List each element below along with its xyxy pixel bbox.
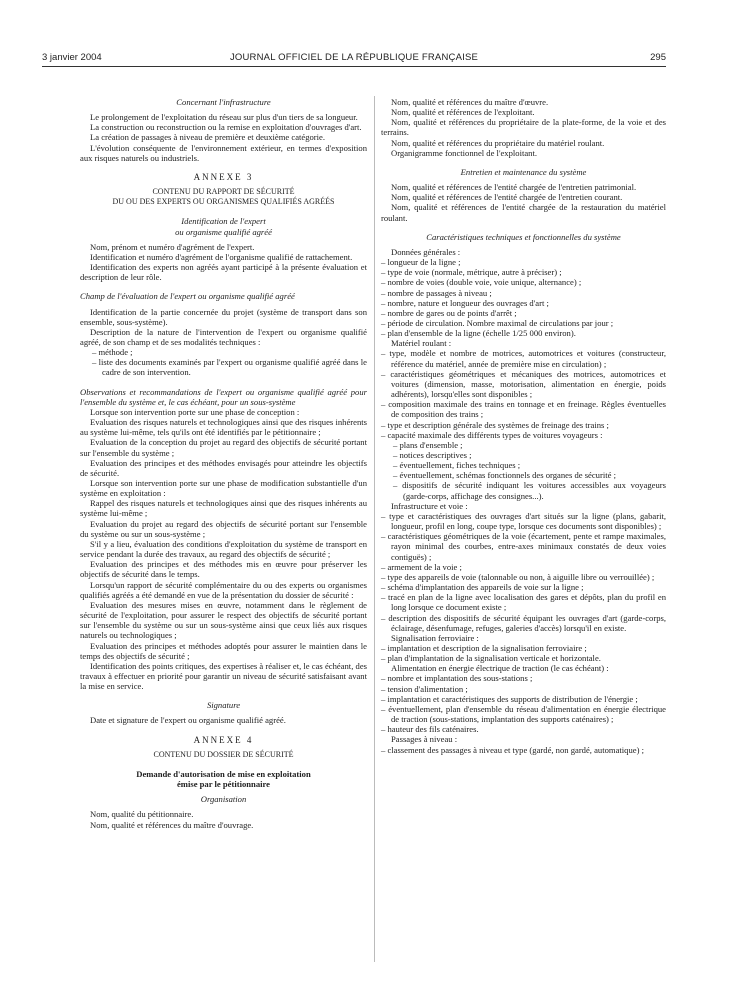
list-item: – éventuellement, plan d'ensemble du réseau d'alimentation en énergie électrique de traction (sous-stations, implantation des supports caténaires) ; — [381, 703, 666, 725]
list-item: – armement de la voie ; — [381, 561, 462, 572]
heading-organisation: Organisation — [200, 794, 247, 805]
paragraph: Evaluation des principes et des méthodes mis en œuvre pour préserver les objectifs de sécurité dans le temps. — [80, 559, 367, 580]
paragraph: Evaluation des principes et méthodes adoptés pour assurer le maintien dans le temps des objectifs de sécurité ; — [80, 640, 367, 661]
list-item: – type et description générale des systèmes de freinage des trains ; — [381, 419, 609, 430]
paragraph: La création de passages à niveau de première et deuxième catégorie. — [90, 132, 326, 143]
list-item: – nombre de gares ou de points d'arrêt ; — [381, 307, 517, 318]
paragraph: Nom, qualité et références du propriétaire de la plate-forme, de la voie et des terrains. — [381, 117, 666, 138]
sub-list-item: – plans d'ensemble ; — [393, 439, 463, 450]
list-item: – nombre et implantation des sous-stations ; — [381, 673, 533, 684]
header-page-number: 295 — [650, 52, 666, 63]
paragraph: La construction ou reconstruction ou la remise en exploitation d'ouvrages d'art. — [90, 122, 362, 133]
sub-list-item: – dispositifs de sécurité indiquant les voitures accessibles aux voyageurs (garde-corps, affichage des consignes...). — [393, 480, 666, 501]
heading-infrastructure: Concernant l'infrastructure — [176, 97, 271, 107]
list-item: – méthode ; — [92, 347, 133, 358]
paragraph: Evaluation des mesures mises en œuvre, notamment dans le règlement de sécurité de l'exploitation, pour assurer le respect des objectifs de sécurité portant sur l'ensemble du système ou sur un sous-système ainsi que ceux liés aux risques naturels ou technologiques ; — [80, 599, 367, 641]
page-header — [42, 52, 666, 66]
sub-list-item: – éventuellement, fiches techniques ; — [393, 460, 521, 471]
paragraph: Rappel des risques naturels et technologiques ainsi que des risques inhérents au système lui-même ; — [80, 498, 367, 519]
paragraph: Nom, prénom et numéro d'agrément de l'expert. — [90, 241, 255, 252]
paragraph: Identification et numéro d'agrément de l'organisme qualifié de rattachement. — [90, 251, 353, 262]
heading-demande: émise par le pétitionnaire — [176, 779, 270, 790]
list-item: – implantation et caractéristiques des supports de distribution de l'énergie ; — [381, 693, 638, 704]
paragraph: Date et signature de l'expert ou organisme qualifié agréé. — [90, 715, 286, 726]
annexe-3-subtitle: CONTENU DU RAPPORT DE SÉCURITÉ — [152, 187, 295, 197]
list-item: – composition maximale des trains en tonnage et en freinage. Règles éventuelles de composition des trains ; — [381, 399, 666, 420]
paragraph: Description de la nature de l'intervention de l'expert ou organisme qualifié agréé, de son champ et de ses modalités techniques : — [80, 326, 367, 347]
list-item: – plan d'ensemble de la ligne (échelle 1/25 000 environ). — [381, 328, 576, 339]
annexe-4-subtitle: CONTENU DU DOSSIER DE SÉCURITÉ — [153, 749, 294, 759]
list-item: – schéma d'implantation des appareils de voie sur la ligne ; — [381, 582, 584, 593]
list-item: – période de circulation. Nombre maximal de circulations par jour ; — [381, 317, 614, 328]
header-journal-title: JOURNAL OFFICIEL DE LA RÉPUBLIQUE FRANÇAISE — [229, 52, 479, 63]
list-item: – nombre de passages à niveau ; — [381, 287, 492, 298]
list-item: – tension d'alimentation ; — [381, 683, 468, 694]
paragraph: S'il y a lieu, évaluation des conditions d'exploitation du système de transport en service pendant la durée des travaux, au regard des objectifs de sécurité ; — [80, 538, 367, 560]
list-item: – longueur de la ligne ; — [381, 257, 461, 268]
list-item: – type des appareils de voie (talonnable ou non, à aiguille libre ou verrouillée) ; — [381, 571, 655, 582]
paragraph: Nom, qualité et références du propriétaire du matériel roulant. — [391, 137, 605, 148]
paragraph: Evaluation de la conception du projet au regard des objectifs de sécurité portant sur l'ensemble du système ; — [80, 437, 367, 458]
list-item: – plan d'implantation de la signalisation verticale et horizontale. — [381, 653, 601, 664]
annexe-3-subtitle: DU OU DES EXPERTS OU ORGANISMES QUALIFIÉS AGRÉÉS — [112, 197, 335, 207]
list-item: – caractéristiques géométriques de la voie (écartement, pente et rampe maximales, rayon minimal des courbes, entre-axes minimaux constatés de deux voies contiguës) ; — [381, 531, 666, 562]
heading-observations: Observations et recommandations de l'expert ou organisme qualifié agréé pour l'ensemble du système et, le cas échéant, pour un sous-système — [80, 386, 367, 407]
paragraph: Le prolongement de l'exploitation du réseau sur plus d'un tiers de sa longueur. — [90, 112, 358, 123]
column-divider — [374, 96, 375, 962]
heading-entretien: Entretien et maintenance du système — [460, 166, 587, 177]
list-item: – classement des passages à niveau et type (gardé, non gardé, automatique) ; — [381, 744, 644, 755]
paragraph: Lorsque son intervention porte sur une phase de modification substantielle d'un système en exploitation : — [80, 478, 367, 499]
list-heading: Alimentation en énergie électrique de traction (le cas échéant) : — [391, 663, 609, 674]
paragraph: Evaluation du projet au regard des objectifs de sécurité portant sur l'ensemble du système ou sur un sous-système ; — [80, 518, 367, 539]
paragraph: Nom, qualité et références de l'entité chargée de la restauration du matériel roulant. — [381, 202, 666, 223]
list-heading: Passages à niveau : — [391, 734, 458, 745]
paragraph: Nom, qualité et références de l'entité chargée de l'entretien courant. — [391, 192, 623, 203]
paragraph: L'évolution conséquente de l'environnement extérieur, en termes d'exposition aux risques naturels ou industriels. — [80, 142, 367, 163]
paragraph: Identification des points critiques, des expertises à réaliser et, le cas échéant, des travaux à effectuer en priorité pour garantir un niveau de sécurité satisfaisant avant la mise en service. — [80, 660, 367, 692]
right-column — [381, 97, 666, 755]
list-item: – type, modèle et nombre de motrices, automotrices et voitures (constructeur, référence du matériel, année de première mise en circulation) ; — [381, 348, 666, 369]
paragraph: Lorsque son intervention porte sur une phase de conception : — [90, 406, 300, 417]
list-item: – type de voie (normale, métrique, autre à préciser) ; — [381, 267, 562, 278]
heading-caracteristiques: Caractéristiques techniques et fonctionnelles du système — [426, 231, 621, 242]
heading-demande: Demande d'autorisation de mise en exploitation — [136, 768, 311, 779]
list-item: – liste des documents examinés par l'expert ou organisme qualifié agréé dans le cadre de son intervention. — [92, 357, 367, 378]
paragraph: Organigramme fonctionnel de l'exploitant. — [391, 147, 538, 158]
list-heading: Infrastructure et voie : — [391, 500, 468, 511]
list-heading: Signalisation ferroviaire : — [391, 632, 479, 643]
annexe-4-title: ANNEXE 4 — [193, 734, 254, 745]
paragraph: Evaluation des risques naturels et technologiques ainsi que des risques inhérents au système lui-même, tels qu'ils ont été identifiés par le pétitionnaire ; — [80, 417, 367, 438]
heading-identification: ou organisme qualifié agréé — [175, 226, 272, 237]
annexe-3-title: ANNEXE 3 — [193, 171, 254, 182]
heading-identification: Identification de l'expert — [181, 216, 266, 227]
header-rule — [42, 66, 666, 67]
list-item: – type et caractéristiques des ouvrages d'art situés sur la ligne (plans, gabarit, longueur, profil en long, coupe type, lorsque ces documents sont disponibles) ; — [381, 510, 666, 532]
paragraph: Nom, qualité et références de l'exploitant. — [391, 107, 535, 118]
list-item: – tracé en plan de la ligne avec localisation des gares et dépôts, plan du profil en long lorsque ce document existe ; — [381, 592, 666, 613]
heading-champ: Champ de l'évaluation de l'expert ou organisme qualifié agréé — [80, 291, 295, 302]
sub-list-item: – éventuellement, schémas fonctionnels des organes de sécurité ; — [393, 470, 616, 481]
list-heading: Matériel roulant : — [391, 338, 452, 349]
list-heading: Données générales : — [391, 246, 461, 257]
list-item: – implantation et description de la signalisation ferroviaire ; — [381, 642, 587, 653]
left-column — [80, 97, 367, 830]
list-item: – hauteur des fils caténaires. — [381, 724, 479, 735]
paragraph: Nom, qualité et références de l'entité chargée de l'entretien patrimonial. — [391, 182, 637, 193]
list-item: – nombre, nature et longueur des ouvrages d'art ; — [381, 297, 549, 308]
list-item: – nombre de voies (double voie, voie unique, alternance) ; — [381, 277, 582, 288]
sub-list-item: – notices descriptives ; — [393, 450, 472, 460]
heading-signature: Signature — [206, 700, 241, 711]
header-date: 3 janvier 2004 — [42, 52, 102, 63]
paragraph: Nom, qualité et références du maître d'ouvrage. — [90, 819, 254, 830]
paragraph: Lorsqu'un rapport de sécurité complémentaire du ou des experts ou organismes qualifiés agréés a été demandé en vue de la présentation du dossier de sécurité : — [80, 579, 367, 600]
paragraph: Evaluation des principes et des méthodes envisagés pour atteindre les objectifs de sécurité. — [80, 457, 367, 478]
list-item: – capacité maximale des différents types de voitures voyageurs : — [381, 429, 603, 440]
paragraph: Identification de la partie concernée du projet (système de transport dans son ensemble, sous-système). — [80, 306, 367, 327]
paragraph: Nom, qualité et références du maître d'œuvre. — [391, 97, 549, 107]
paragraph: Identification des experts non agréés ayant participé à la présente évaluation et description de leur rôle. — [80, 262, 367, 283]
paragraph: Nom, qualité du pétitionnaire. — [90, 809, 194, 820]
list-item: – description des dispositifs de sécurité équipant les ouvrages d'art (garde-corps, éclairage, désenfumage, refuges, galeries d'accès) lorsqu'il en existe. — [381, 612, 666, 633]
list-item: – caractéristiques géométriques et mécaniques des motrices, automotrices et voitures (dimension, masse, motorisation, alimentation en énergie, poids adhérents), lorsqu'elles sont disponibles ; — [381, 368, 666, 400]
